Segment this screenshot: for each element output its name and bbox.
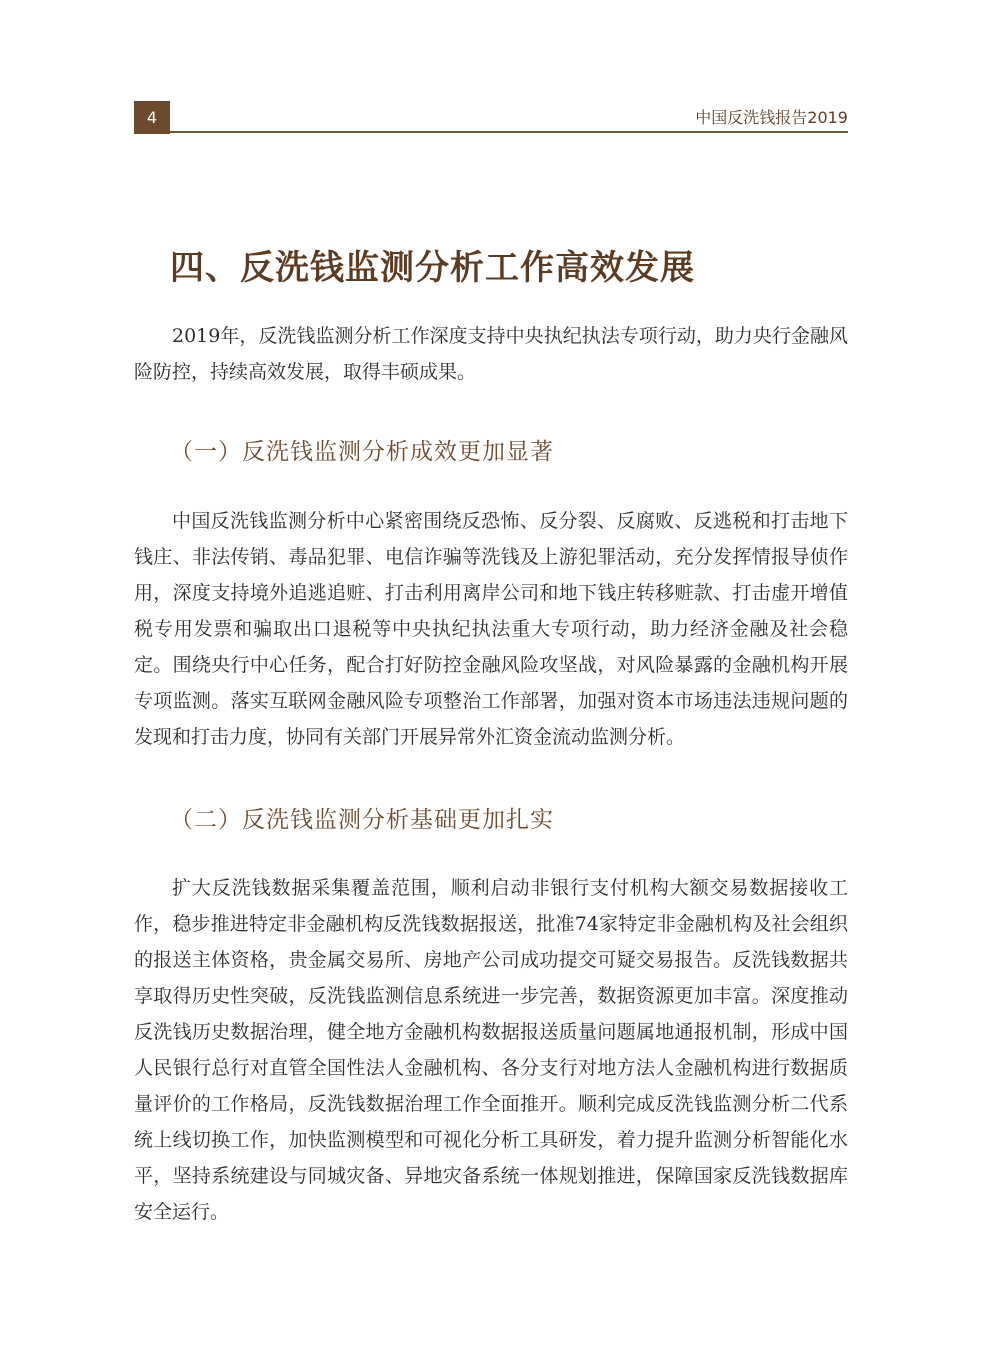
section-title-2: （二）反洗钱监测分析基础更加扎实 (170, 807, 554, 833)
header-rule (170, 131, 848, 133)
page-header (134, 101, 848, 134)
running-title: 中国反洗钱报告2019 (695, 108, 848, 127)
section-title-1: （一）反洗钱监测分析成效更加显著 (170, 439, 554, 465)
section-1-paragraph: 中国反洗钱监测分析中心紧密围绕反恐怖、反分裂、反腐败、反逃税和打击地下钱庄、非法传销、毒品犯罪、电信诈骗等洗钱及上游犯罪活动，充分发挥情报导侦作用，深度支持境外追逃追赃、打击利用离岸公司和地下钱庄转移赃款、打击虚开增值税专用发票和骗取出口退税等中央执纪执法重大专项行动，助力经济金融及社会稳定。围绕央行中心任务，配合打好防控金融风险攻坚战，对风险暴露的金融机构开展专项监测。落实互联网金融风险专项整治工作部署，加强对资本市场违法违规问题的发现和打击力度，协同有关部门开展异常外汇资金流动监测分析。 (134, 510, 848, 748)
section-2-paragraph: 扩大反洗钱数据采集覆盖范围，顺利启动非银行支付机构大额交易数据接收工作，稳步推进特定非金融机构反洗钱数据报送，批准74家特定非金融机构及社会组织的报送主体资格，贵金属交易所、房地产公司成功提交可疑交易报告。反洗钱数据共享取得历史性突破，反洗钱监测信息系统进一步完善，数据资源更加丰富。深度推动反洗钱历史数据治理，健全地方金融机构数据报送质量问题属地通报机制，形成中国人民银行总行对直管全国性法人金融机构、各分支行对地方法人金融机构进行数据质量评价的工作格局，反洗钱数据治理工作全面推开。顺利完成反洗钱监测分析二代系统上线切换工作，加快监测模型和可视化分析工具研发，着力提升监测分析智能化水平，坚持系统建设与同城灾备、异地灾备系统一体规划推进，保障国家反洗钱数据库安全运行。 (134, 877, 848, 1223)
page-number: 4 (134, 101, 170, 134)
chapter-intro-paragraph: 2019年，反洗钱监测分析工作深度支持中央执纪执法专项行动，助力央行金融风险防控，持续高效发展，取得丰硕成果。 (134, 325, 848, 383)
chapter-title: 四、反洗钱监测分析工作高效发展 (170, 248, 695, 288)
